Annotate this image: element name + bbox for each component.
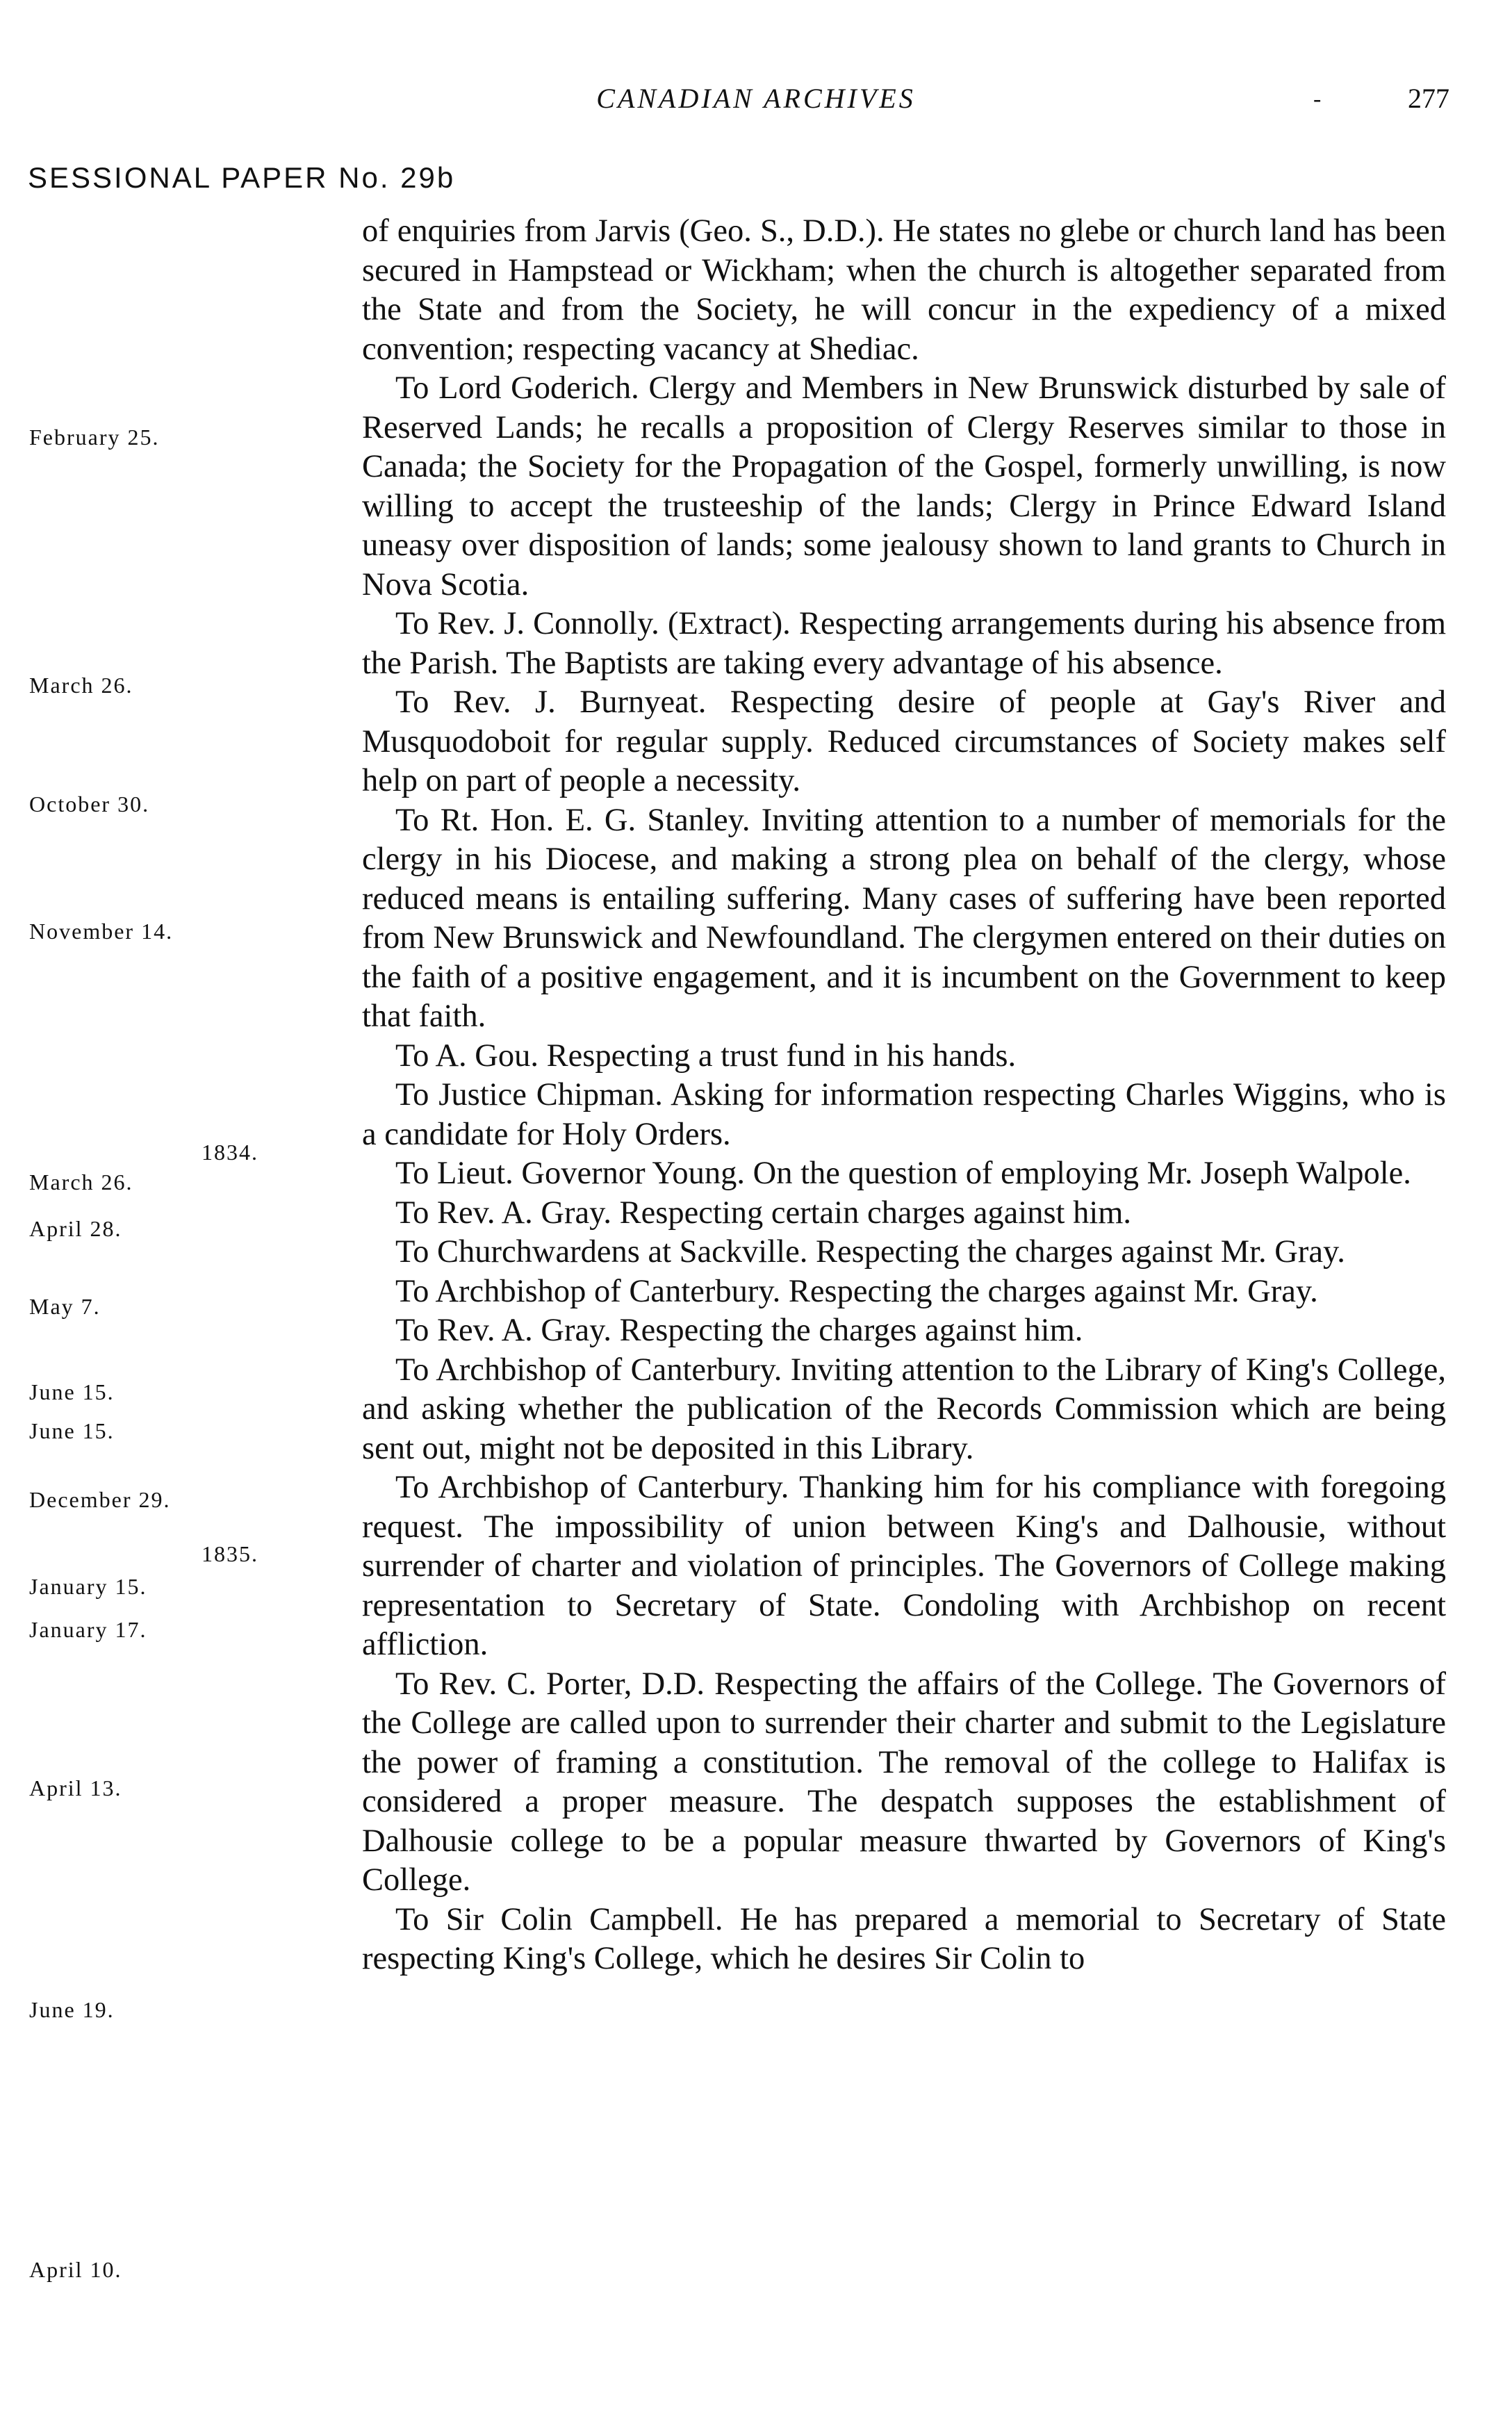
entry-stanley: To Rt. Hon. E. G. Stanley. Inviting attention to a number of memorials for the clergy in his Diocese, and making a strong plea on behalf of the clergy, whose reduced means is entailing suffering. Many cases of suffering have been reported from New Brunswick and Newfoundland. The clergymen entered on their duties on the faith of a positive engagement, and it is incumbent on the Government to keep that faith.: [362, 802, 1446, 1034]
date-june-15-b: June 15.: [29, 1418, 115, 1443]
entry-rev-connolly: To Rev. J. Connolly. (Extract). Respecting arrangements during his absence from the Parish. The Baptists are taking every advantage of his absence.: [362, 606, 1446, 681]
main-text: [362, 212, 1446, 1979]
entry-rev-gray-1: To Rev. A. Gray. Respecting certain charges against him.: [395, 1195, 1132, 1231]
entry-sir-colin-campbell: To Sir Colin Campbell. He has prepared a memorial to Secretary of State respecting King's College, which he desires Sir Colin to: [362, 1901, 1446, 1976]
date-april-13: April 13.: [29, 1775, 122, 1800]
date-january-17: January 17.: [29, 1617, 147, 1642]
year-1834: 1834.: [202, 1140, 258, 1165]
entry-lord-goderich: To Lord Goderich. Clergy and Members in New Brunswick disturbed by sale of Reserved Lands; he recalls a proposition of Clergy Reserves similar to those in Canada; the Society for the Propagation of the Gospel, formerly unwilling, is now willing to accept the trusteeship of the lands; Clergy in Prince Edward Island uneasy over disposition of lands; some jealousy shown to land grants to Church in Nova Scotia.: [362, 370, 1446, 602]
date-november-14: November 14.: [29, 919, 174, 944]
entry-rev-gray-2: To Rev. A. Gray. Respecting the charges against him.: [395, 1313, 1083, 1348]
date-march-26-1834: March 26.: [29, 1170, 133, 1195]
date-february-25: February 25.: [29, 425, 160, 450]
entry-rev-porter: To Rev. C. Porter, D.D. Respecting the affairs of the College. The Governors of the College are called upon to surrender their charter and submit to the Legislature the power of framing a constitution. The removal of the college to Halifax is considered a proper measure. The despatch supposes the establishment of Dalhousie college to be a popular measure thwarted by Governors of King's College.: [362, 1666, 1446, 1898]
entry-lieut-governor-young: To Lieut. Governor Young. On the question of employing Mr. Joseph Walpole.: [395, 1156, 1411, 1191]
entry-a-gou: To A. Gou. Respecting a trust fund in his hands.: [395, 1037, 1017, 1074]
entry-justice-chipman: To Justice Chipman. Asking for information respecting Charles Wiggins, who is a candidate for Holy Orders.: [362, 1077, 1446, 1152]
date-march-26: March 26.: [29, 673, 133, 698]
header-dash: -: [1313, 86, 1322, 112]
entry-jarvis-continued: of enquiries from Jarvis (Geo. S., D.D.). He states no glebe or church land has been secured in Hampstead or Wickham; when the church is altogether separated from the State and from the Society, he will concur in the expediency of a mixed convention; respecting vacancy at Shediac.: [362, 213, 1446, 367]
entry-archbishop-1: To Archbishop of Canterbury. Respecting the charges against Mr. Gray.: [395, 1273, 1318, 1309]
date-june-19: June 19.: [29, 1997, 115, 2022]
date-april-28: April 28.: [29, 1216, 122, 1241]
date-june-15-a: June 15.: [29, 1379, 115, 1404]
entry-archbishop-3: To Archbishop of Canterbury. Thanking him for his compliance with foregoing request. The impossibility of union between King's and Dalhousie, without surrender of charter and violation of principles. The Governors of College making representation to Secretary of State. Condoling with Archbishop on recent affliction.: [362, 1470, 1446, 1662]
date-may-7: May 7.: [29, 1294, 101, 1319]
sessional-paper-label: SESSIONAL PAPER No. 29b: [28, 161, 456, 194]
date-october-30: October 30.: [29, 791, 150, 816]
date-april-10: April 10.: [29, 2257, 122, 2282]
page-number: 277: [1408, 83, 1449, 114]
running-title: CANADIAN ARCHIVES: [596, 83, 916, 114]
date-january-15: January 15.: [29, 1574, 147, 1599]
entry-churchwardens-sackville: To Churchwardens at Sackville. Respecting the charges against Mr. Gray.: [395, 1234, 1345, 1270]
date-december-29: December 29.: [29, 1487, 171, 1512]
year-1835: 1835.: [202, 1541, 258, 1566]
entry-rev-burnyeat: To Rev. J. Burnyeat. Respecting desire of people at Gay's River and Musquodoboit for regular supply. Reduced circumstances of Society makes self help on part of people a necessity.: [362, 684, 1446, 798]
entry-archbishop-2: To Archbishop of Canterbury. Inviting attention to the Library of King's College, and asking whether the publication of the Records Commission which are being sent out, might not be deposited in this Library.: [362, 1352, 1446, 1466]
